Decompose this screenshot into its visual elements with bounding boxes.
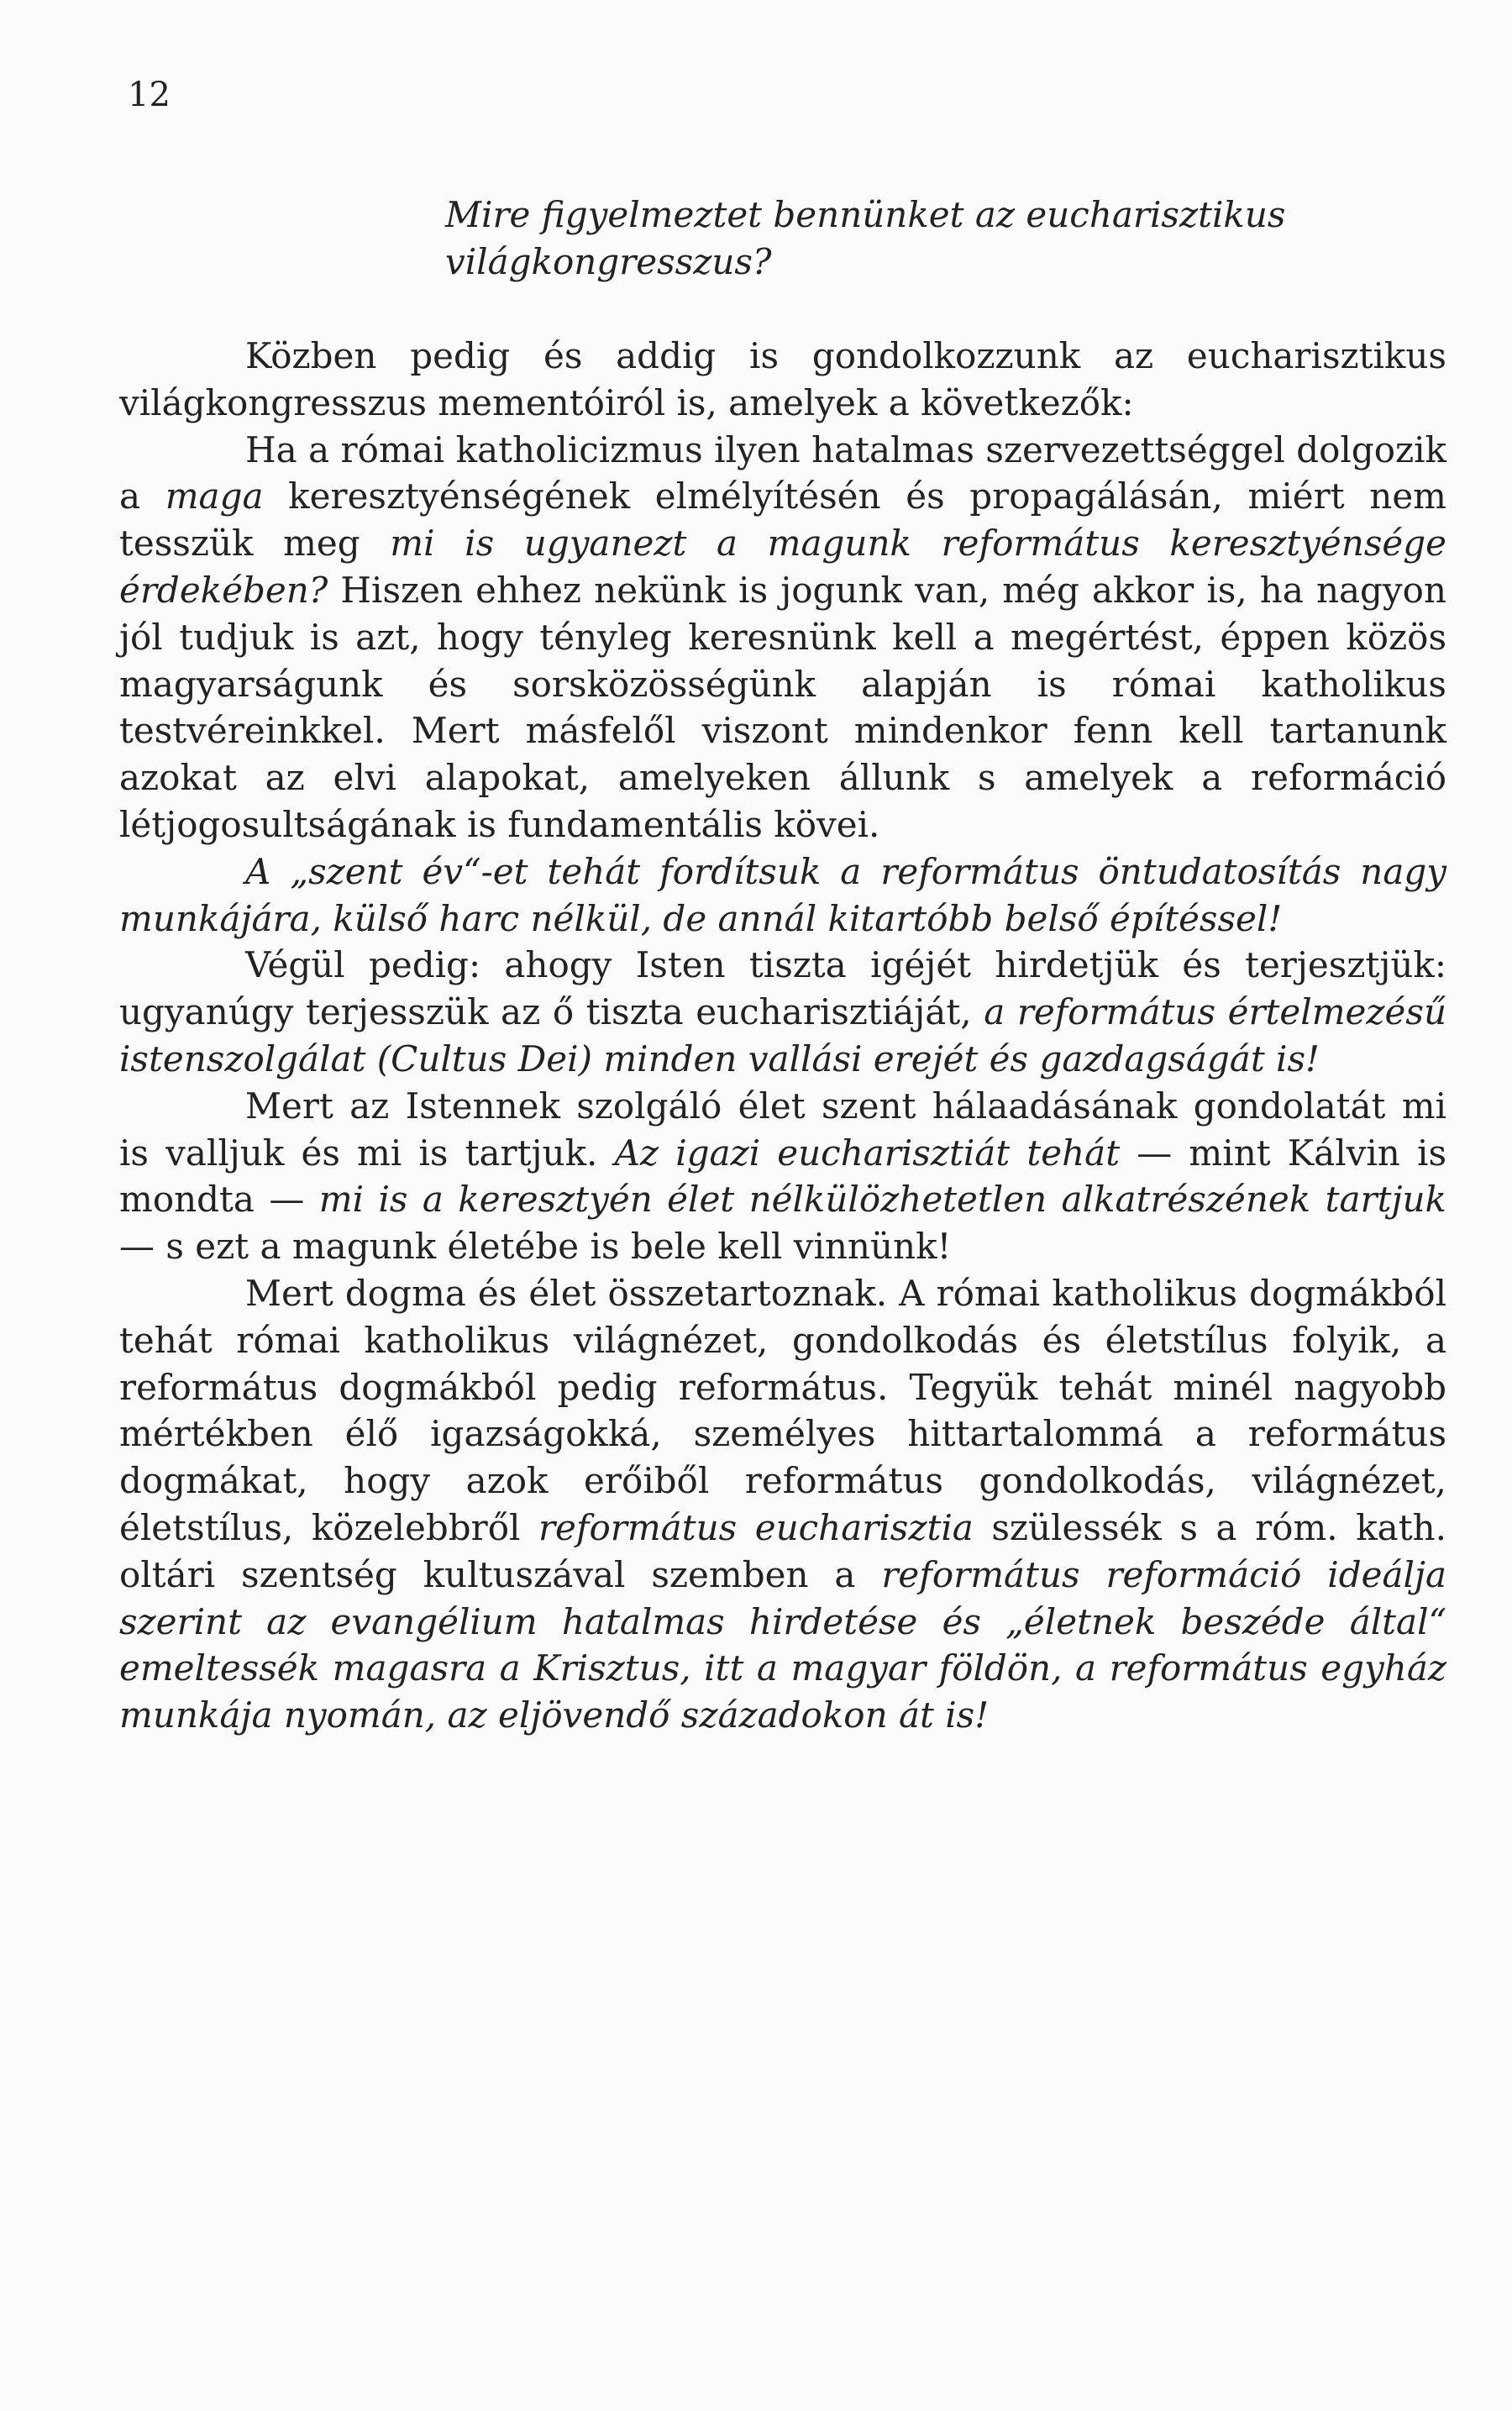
paragraph xyxy=(119,848,1446,943)
emphasis-run: református reformáció ideálja szerint az evangélium hatalmas hirdetése és „életnek beszéde által“ emeltessék magasra a Krisztus, itt a magyar földön, a református egyház munkája nyomán, az eljövendő századokon át is! xyxy=(119,1553,1446,1736)
paragraph xyxy=(119,333,1446,427)
text-run: szülessék s a róm. kath. oltári szentség kultuszával szemben a xyxy=(119,1506,1446,1595)
text-run: Mert dogma és élet összetartoznak. A római katholikus dogmákból tehát római katholikus világnézet, gondolkodás és életstílus folyik, a református dogmákból pedig református. Tegyük tehát minél nagyobb mértékben élő igazságokká, személyes hittartalommá a református dogmákat, hogy azok erőiből református gondolkodás, világnézet, életstílus, közelebbről xyxy=(119,1272,1446,1548)
section-heading: Mire figyelmeztet bennünket az eucharisztikus világkongresszus? xyxy=(445,194,1286,282)
emphasis-run: mi is ugyanezt a magunk református keresztyénsége érdekében? xyxy=(119,523,1446,611)
text-run: Ha a római katholicizmus ilyen hatalmas szervezettséggel dolgozik a xyxy=(119,428,1446,517)
paragraph xyxy=(119,427,1446,848)
paragraph xyxy=(119,1083,1446,1270)
emphasis-run: Az igazi eucharisztiát tehát xyxy=(614,1132,1121,1174)
emphasis-run: református eucharisztia xyxy=(538,1506,974,1548)
text-run: Hiszen ehhez nekünk is jogunk van, még akkor is, ha nagyon jól tudjuk is azt, hogy tényleg keresnünk kell a megértést, éppen közös magyarságunk és sorsközösségünk alapján is római katholikus testvéreinkkel. Mert másfelől viszont mindenkor fenn kell tartanunk azokat az elvi alapokat, amelyeken állunk s amelyek a reformáció létjogosultságának is fundamentális kövei. xyxy=(119,569,1446,845)
text-run: Mert az Istennek szolgáló élet szent hálaadásának gondolatát mi is valljuk és mi is tartjuk. xyxy=(119,1085,1446,1174)
paragraph xyxy=(119,942,1446,1082)
page-number: 12 xyxy=(128,76,171,114)
emphasis-run: A „szent év“-et tehát fordítsuk a református öntudatosítás nagy munkájára, külső harc nélkül, de annál kitartóbb belső építéssel! xyxy=(119,850,1446,939)
text-run: — mint Kálvin is mondta — xyxy=(119,1132,1446,1221)
paragraph xyxy=(119,1270,1446,1739)
body-text xyxy=(119,333,1446,1739)
text-run: Közben pedig és addig is gondolkozzunk az eucharisztikus világkongresszus mementóiról is, amelyek a következők: xyxy=(119,335,1446,423)
emphasis-run: maga xyxy=(165,475,264,517)
text-run: — s ezt a magunk életébe is bele kell vinnünk! xyxy=(119,1226,952,1268)
text-run: keresztyénségének elmélyítésén és propagálásán, miért nem tesszük meg xyxy=(119,475,1447,565)
emphasis-run: a református értelmezésű istenszolgálat (Cultus Dei) minden vallási erejét és gazdagságát is! xyxy=(119,991,1446,1079)
text-run: Végül pedig: ahogy Isten tiszta igéjét hirdetjük és terjesztjük: ugyanúgy terjesszük az ő tiszta eucharisztiáját, xyxy=(119,944,1446,1033)
emphasis-run: mi is a keresztyén élet nélkülözhetetlen alkatrészének tartjuk xyxy=(318,1179,1447,1221)
